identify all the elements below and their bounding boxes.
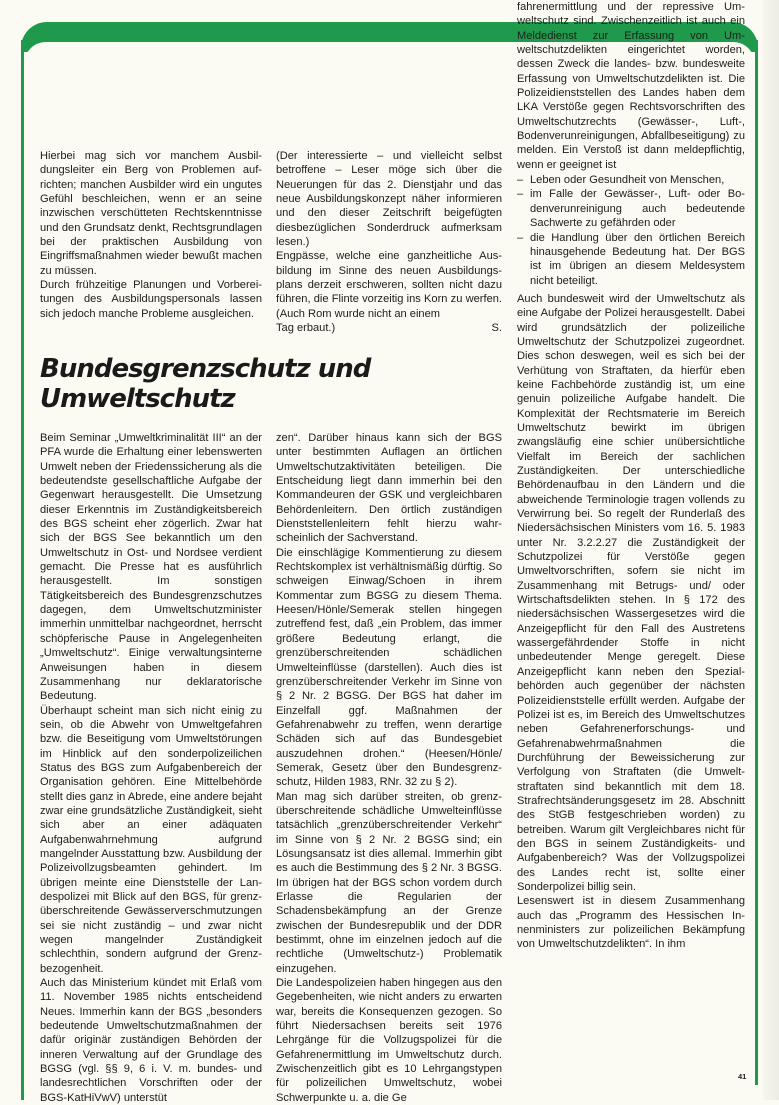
paragraph: Auch das Ministerium kündet mit Erlaß vom 11. November 1985 nichts entscheidend Neues. Immerhin kann der BGS „besonders bedeutende Umweltschutzmaßnahmen der dafür originär zuständigen Behörden der inneren Verwaltung auf der Grundlage des BGSG (vgl. §§ 9, 6 i. V. m. bundes- und landesrechtlichen Vorschriften oder der BGS-KatHiVwV) unterstüt bbox=[40, 977, 262, 1104]
list-item: – im Falle der Gewässer-, Luft- oder Bodenverunreinigung auch bedeutende Sachwerte zu gefährden oder bbox=[517, 187, 745, 230]
article-title-line-1: Bundesgrenzschutz und bbox=[40, 354, 371, 384]
green-frame-left bbox=[21, 40, 24, 1100]
paragraph: Auch bundesweit wird der Umweltschutz als eine Aufgabe der Polizei herausgestellt. Dabei wird grundsätzlich der polizeiliche Umweltschutz der Schutzpolizei zugeordnet. Dies schon deswegen, weil es sich bei der Verhütung von Straftaten, da hierfür eben keine Fachbehörde zuständig ist, um eine genuin polizeiliche Aufgabe handelt. Die Komplexität der Rechtsmaterie im Bereich Umweltschutz bewirkt im übrigen zwangsläufig eine schier unübersichtliche Vielfalt im Bereich der sachlichen Zuständigkeiten. Der unterschiedliche Behördenaufbau in den Ländern und die abweichende Terminologie tragen vollends zu Verwirrung bei. So regelt der Runderlaß des Niedersächsischen Ministers vom 16. 5. 1983 unter Nr. 3.2.2.27 die Zuständigkeit der Schutzpolizei für Verstöße gegen Umweltvorschriften, sofern sie nicht im Zusammenhang mit Betrugs- und/ oder Wirtschaftsdelikten stehen. In § 172 des niedersächsischen Wassergesetzes wird die Anzeigepflicht für den Fall des Austretens wassergefährdender Stoffe in nicht unbedeutender Menge geregelt. Diese Anzeigepflicht kann neben den Spezialbehörden auch gegenüber der nächsten Polizeidienststelle erfüllt werden. Aufgabe der Polizei ist es, im Bereich des Umweltschutzes neben Gefahrenerforschungs- und Gefahrenabwehrmaßnahmen die Durchführung der Beweissicherung zur Verfolgung von Straftaten (die Umweltstraftaten sind bekanntlich mit dem 18. Strafrechtsänderungsgesetz im 28. Abschnitt des StGB festgeschrieben worden) zu betreiben. Warum gilt Vergleichbares nicht für den BGS in seinem Zuständigkeits- und Aufgabenbereich? Was der Vollzugspolizei des Landes recht ist, sollte einer Sonderpolizei billig sein. bbox=[517, 292, 745, 893]
article-column-1 bbox=[40, 431, 262, 1105]
article-title bbox=[40, 354, 370, 414]
paragraph: Hierbei mag sich vor manchem Ausbildungsleiter ein Berg von Problemen aufrichten; manchen Ausbilder wird ein ungutes Gefühl beschleichen, wenn er an seine inzwischen verschütteten Rechtskenntnisse und den Grundsatz denkt, Rechtsgrundlagen bei der praktischen Ausbildung von Eingriffsmaßnahmen wieder bewußt machen zu müssen. bbox=[40, 150, 262, 277]
paragraph: fahrenermittlung und der repressive Umweltschutz sind. Zwischenzeitlich ist auch ein Meldedienst zur Erfassung von Umweltschutzdelikten eingerichtet worden, dessen Zweck die landes- bzw. bundesweite Erfassung von Umweltschutzdelikten ist. Die Polizeidienststellen des Landes haben dem LKA Verstöße gegen Rechtsvorschriften des Umweltschutzrechts (Gewässer-, Luft-, Bodenverunreinigungen, Abfallbeseitigung) zu melden. Ein Verstoß ist dann meldepflichtig, wenn er geeignet ist bbox=[517, 1, 745, 171]
paragraph: zen“. Darüber hinaus kann sich der BGS unter bestimmten Auflagen an örtlichen Umweltschutzaktivitäten beteiligen. Die Entscheidung liegt dann immerhin bei den Kommandeuren der GSK und vergleichbaren Behördenleitern. Den örtlich zuständigen Dienststellenleitern fehlt hierzu wahrscheinlich der Sachverstand. bbox=[276, 432, 502, 545]
green-frame-right bbox=[755, 40, 758, 1085]
list-item: – Leben oder Gesundheit von Menschen, bbox=[517, 173, 745, 187]
paragraph: Engpässe, welche eine ganzheitliche Ausbildung im Sinne des neuen Ausbildungsplans derzeit erschweren, sollten nicht dazu führen, die Flinte vorzeitig ins Korn zu werfen. (Auch Rom wurde nicht an einem bbox=[276, 250, 502, 320]
paragraph: Durch frühzeitige Planungen und Vorbereitungen des Ausbildungspersonals lassen sich jedoch manche Probleme ausgleichen. bbox=[40, 279, 262, 320]
page-number: 41 bbox=[738, 1072, 747, 1081]
paragraph: Die einschlägige Kommentierung zu diesem Rechtskomplex ist verhältnismäßig dürftig. So schweigen Einwag/Schoen in ihrem Kommentar zum BGSG zu diesem Thema. Heesen/Hönle/Semerak stellen hingegen zutreffend fest, daß „ein Problem, das immer größere Bedeutung erlangt, die grenzüberschreitenden schädlichen Umwelteinflüsse (darstellen). Auch dies ist grenzüberschreitender Verkehr im Sinne von § 2 Nr. 2 BGSG. Der BGS hat daher im Einzelfall ggf. Maßnahmen der Gefahrenabwehr zu treffen, wenn derartige Schäden sich auf das Bundesgebiet auszudehnen drohen.“ (Heesen/Hönle/ Semerak, Gesetz über den Bundesgrenzschutz, Hilden 1983, RNr. 32 zu § 2). bbox=[276, 546, 502, 789]
list-item: – die Handlung über den örtlichen Bereich hinausgehende Bedeutung hat. Der BGS ist im übrigen an diesem Meldesystem nicht beteiligt. bbox=[517, 231, 745, 288]
paragraph: Beim Seminar „Umweltkriminalität III“ an der PFA wurde die Erhaltung einer lebenswerten Umwelt neben der Friedenssicherung als die bedeutendste gesellschaftliche Aufgabe der Gegenwart herausgestellt. Die Umsetzung dieser Erkenntnis im Zuständigkeitsbereich des BGS scheint eher zögerlich. Zwar hat sich der BGS See bekanntlich um den Umweltschutz in Ost- und Nordsee verdient gemacht. Die Presse hat es ausführlich herausgestellt. Im sonstigen Tätigkeitsbereich des Bundesgrenzschutzes dagegen, dem Umweltschutzminister immerhin unmittelbar nachgeordnet, herrscht schöpferische Pause in Angelegenheiten „Umweltschutz“. Einige verwaltungsinterne Anweisungen haben in diesem Zusammenhang nur deklaratorische Bedeutung. bbox=[40, 432, 262, 703]
intro-column-2 bbox=[276, 149, 502, 335]
intro-column-1 bbox=[40, 149, 262, 321]
closing-line bbox=[276, 321, 502, 335]
closing-text: Tag erbaut.) bbox=[276, 322, 336, 335]
paragraph: (Der interessierte – und vielleicht selbst betroffene – Leser möge sich über die Neuerungen für das 2. Dienstjahr und das neue Ausbildungskonzept näher informieren und den dieser Zeitschrift beigefügten diesbezüglichen Sonderdruck aufmerksam lesen.) bbox=[276, 150, 502, 249]
article-column-2 bbox=[276, 431, 502, 1105]
paragraph: Lesenswert ist in diesem Zusammenhang auch das „Programm des Hessischen Innenministers zur polizeilichen Bekämpfung von Umweltschutzdelikten“. In ihm bbox=[517, 895, 745, 951]
article-column-3 bbox=[517, 0, 745, 952]
paragraph: Man mag sich darüber streiten, ob grenzüberschreitende schädliche Umwelteinflüsse tatsächlich „grenzüberschreitender Verkehr“ im Sinne von § 2 Nr. 2 BGSG sind; ein Lösungsansatz ist dies allemal. Immerhin gibt es auch die Bestimmung des § 2 Nr. 3 BGSG. Im übrigen hat der BGS schon vordem durch Erlasse die Regularien der Schadensbekämpfung an der Grenze zwischen der Bundesrepublik und der DDR bestimmt, ohne im einzelnen jedoch auf die rechtliche (Umweltschutz-) Problematik einzugehen. bbox=[276, 790, 502, 975]
paragraph: Die Landespolizeien haben hingegen aus den Gegebenheiten, wie nicht anders zu erwarten war, bereits die Konsequenzen gezogen. So führt Niedersachsen bereits seit 1976 Lehrgänge für die Vollzugspolizei für die Gefahrenermittlung im Umweltschutz durch. Zwischenzeitlich gibt es 10 Lehrgangstypen für polizeilichen Umweltschutz, wobei Schwerpunkte u. a. die Ge bbox=[276, 977, 502, 1104]
paragraph: Überhaupt scheint man sich nicht einig zu sein, ob die Abwehr von Umweltgefahren bzw. die Beseitigung vom Umweltstörungen im Hinblick auf den sonderpolizeilichen Status des BGS zum Aufgabenbereich der Organisation gehören. Eine Mittelbehörde stellt dies ganz in Abrede, eine andere bejaht zwar eine grundsätzliche Zuständigkeit, sieht sich aber an einer adäquaten Aufgabenwahrnehmung aufgrund mangelnder Ausstattung bzw. Ausbildung der Polizeivollzugsbeamten gehindert. Im übrigen meinte eine Dienststelle der Landespolizei mit Blick auf den BGS, für grenzüberschreitende Gewässerverschmutzungen sei sie nicht zuständig – und zwar nicht wegen mangelnder Zuständigkeit schlechthin, sondern aufgrund der Grenzbezogenheit. bbox=[40, 704, 262, 975]
article-title-line-2: Umweltschutz bbox=[40, 384, 235, 414]
author-signature: S. bbox=[491, 322, 502, 335]
criteria-list bbox=[517, 173, 745, 288]
scan-edge bbox=[763, 0, 779, 1100]
